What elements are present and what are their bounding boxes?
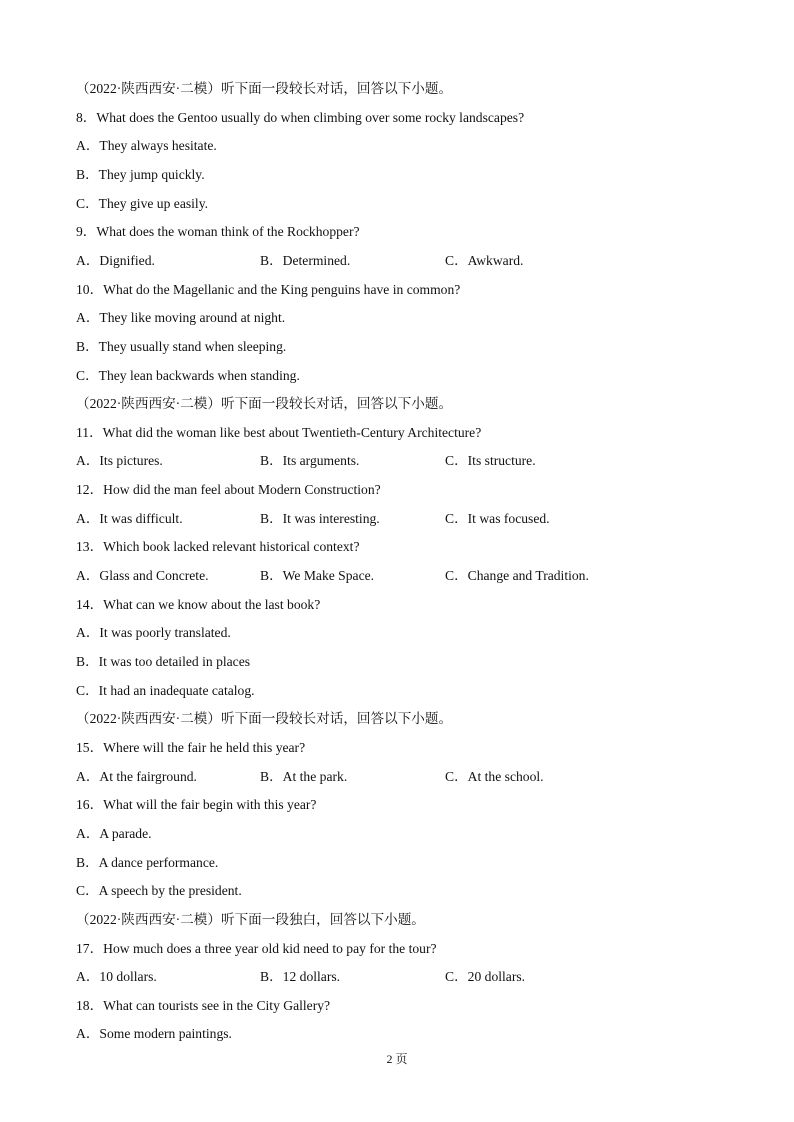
answer-option: A．10 dollars. [76,969,157,985]
answer-option: B．Its arguments. [260,453,360,469]
answer-option: C．Its structure. [445,453,536,469]
answer-option: C．They lean backwards when standing. [76,367,300,383]
section-heading: （2022·陕西西安·二模）听下面一段较长对话，回答以下小题。 [76,81,453,96]
answer-option: C．It had an inadequate catalog. [76,682,255,698]
answer-option: B．They usually stand when sleeping. [76,338,287,354]
question-text: 17．How much does a three year old kid need to pay for the tour? [76,940,437,956]
answer-option: A．Dignified. [76,252,155,268]
answer-option: B．A dance performance. [76,854,219,870]
answer-option: C．20 dollars. [445,969,526,985]
question-text: 8．What does the Gentoo usually do when climbing over some rocky landscapes? [76,109,525,125]
answer-option: C．It was focused. [445,510,550,526]
answer-option: C．At the school. [445,768,544,784]
answer-option: B．It was interesting. [260,510,380,526]
page-number: 2 页 [386,1052,408,1066]
section-heading: （2022·陕西西安·二模）听下面一段较长对话，回答以下小题。 [76,711,453,727]
answer-option: A．It was difficult. [76,510,183,526]
answer-option: A．It was poorly translated. [76,625,231,641]
answer-option: C．Change and Tradition. [445,568,589,583]
question-text: 9．What does the woman think of the Rockhopper? [76,224,360,240]
answer-option: B．12 dollars. [260,969,341,985]
section-heading: （2022·陕西西安·二模）听下面一段独白，回答以下小题。 [76,911,425,927]
answer-option: A．At the fairground. [76,768,197,784]
section-heading: （2022·陕西西安·二模）听下面一段较长对话，回答以下小题。 [76,396,453,412]
question-text: 15．Where will the fair he held this year? [76,739,306,755]
answer-option: B．Determined. [260,252,351,268]
answer-option: C．They give up easily. [76,195,209,211]
question-text: 18．What can tourists see in the City Gallery? [76,997,331,1013]
answer-option: A．Glass and Concrete. [76,568,209,583]
answer-option: A．They like moving around at night. [76,310,286,326]
question-text: 12．How did the man feel about Modern Construction? [76,482,381,498]
question-text: 10．What do the Magellanic and the King penguins have in common? [76,281,461,297]
answer-option: C．Awkward. [445,252,524,268]
question-text: 13．Which book lacked relevant historical context? [76,539,360,555]
answer-option: B．They jump quickly. [76,166,205,182]
question-text: 14．What can we know about the last book? [76,596,321,612]
question-text: 16．What will the fair begin with this year? [76,797,317,813]
answer-option: A．Some modern paintings. [76,1026,232,1042]
answer-option: A．They always hesitate. [76,138,217,154]
answer-option: C．A speech by the president. [76,883,242,899]
question-text: 11．What did the woman like best about Twentieth-Century Architecture? [76,424,482,440]
answer-option: B．It was too detailed in places [76,654,251,669]
answer-option: B．We Make Space. [260,568,375,583]
answer-option: A．A parade. [76,825,152,841]
answer-option: A．Its pictures. [76,453,163,469]
answer-option: B．At the park. [260,768,348,784]
